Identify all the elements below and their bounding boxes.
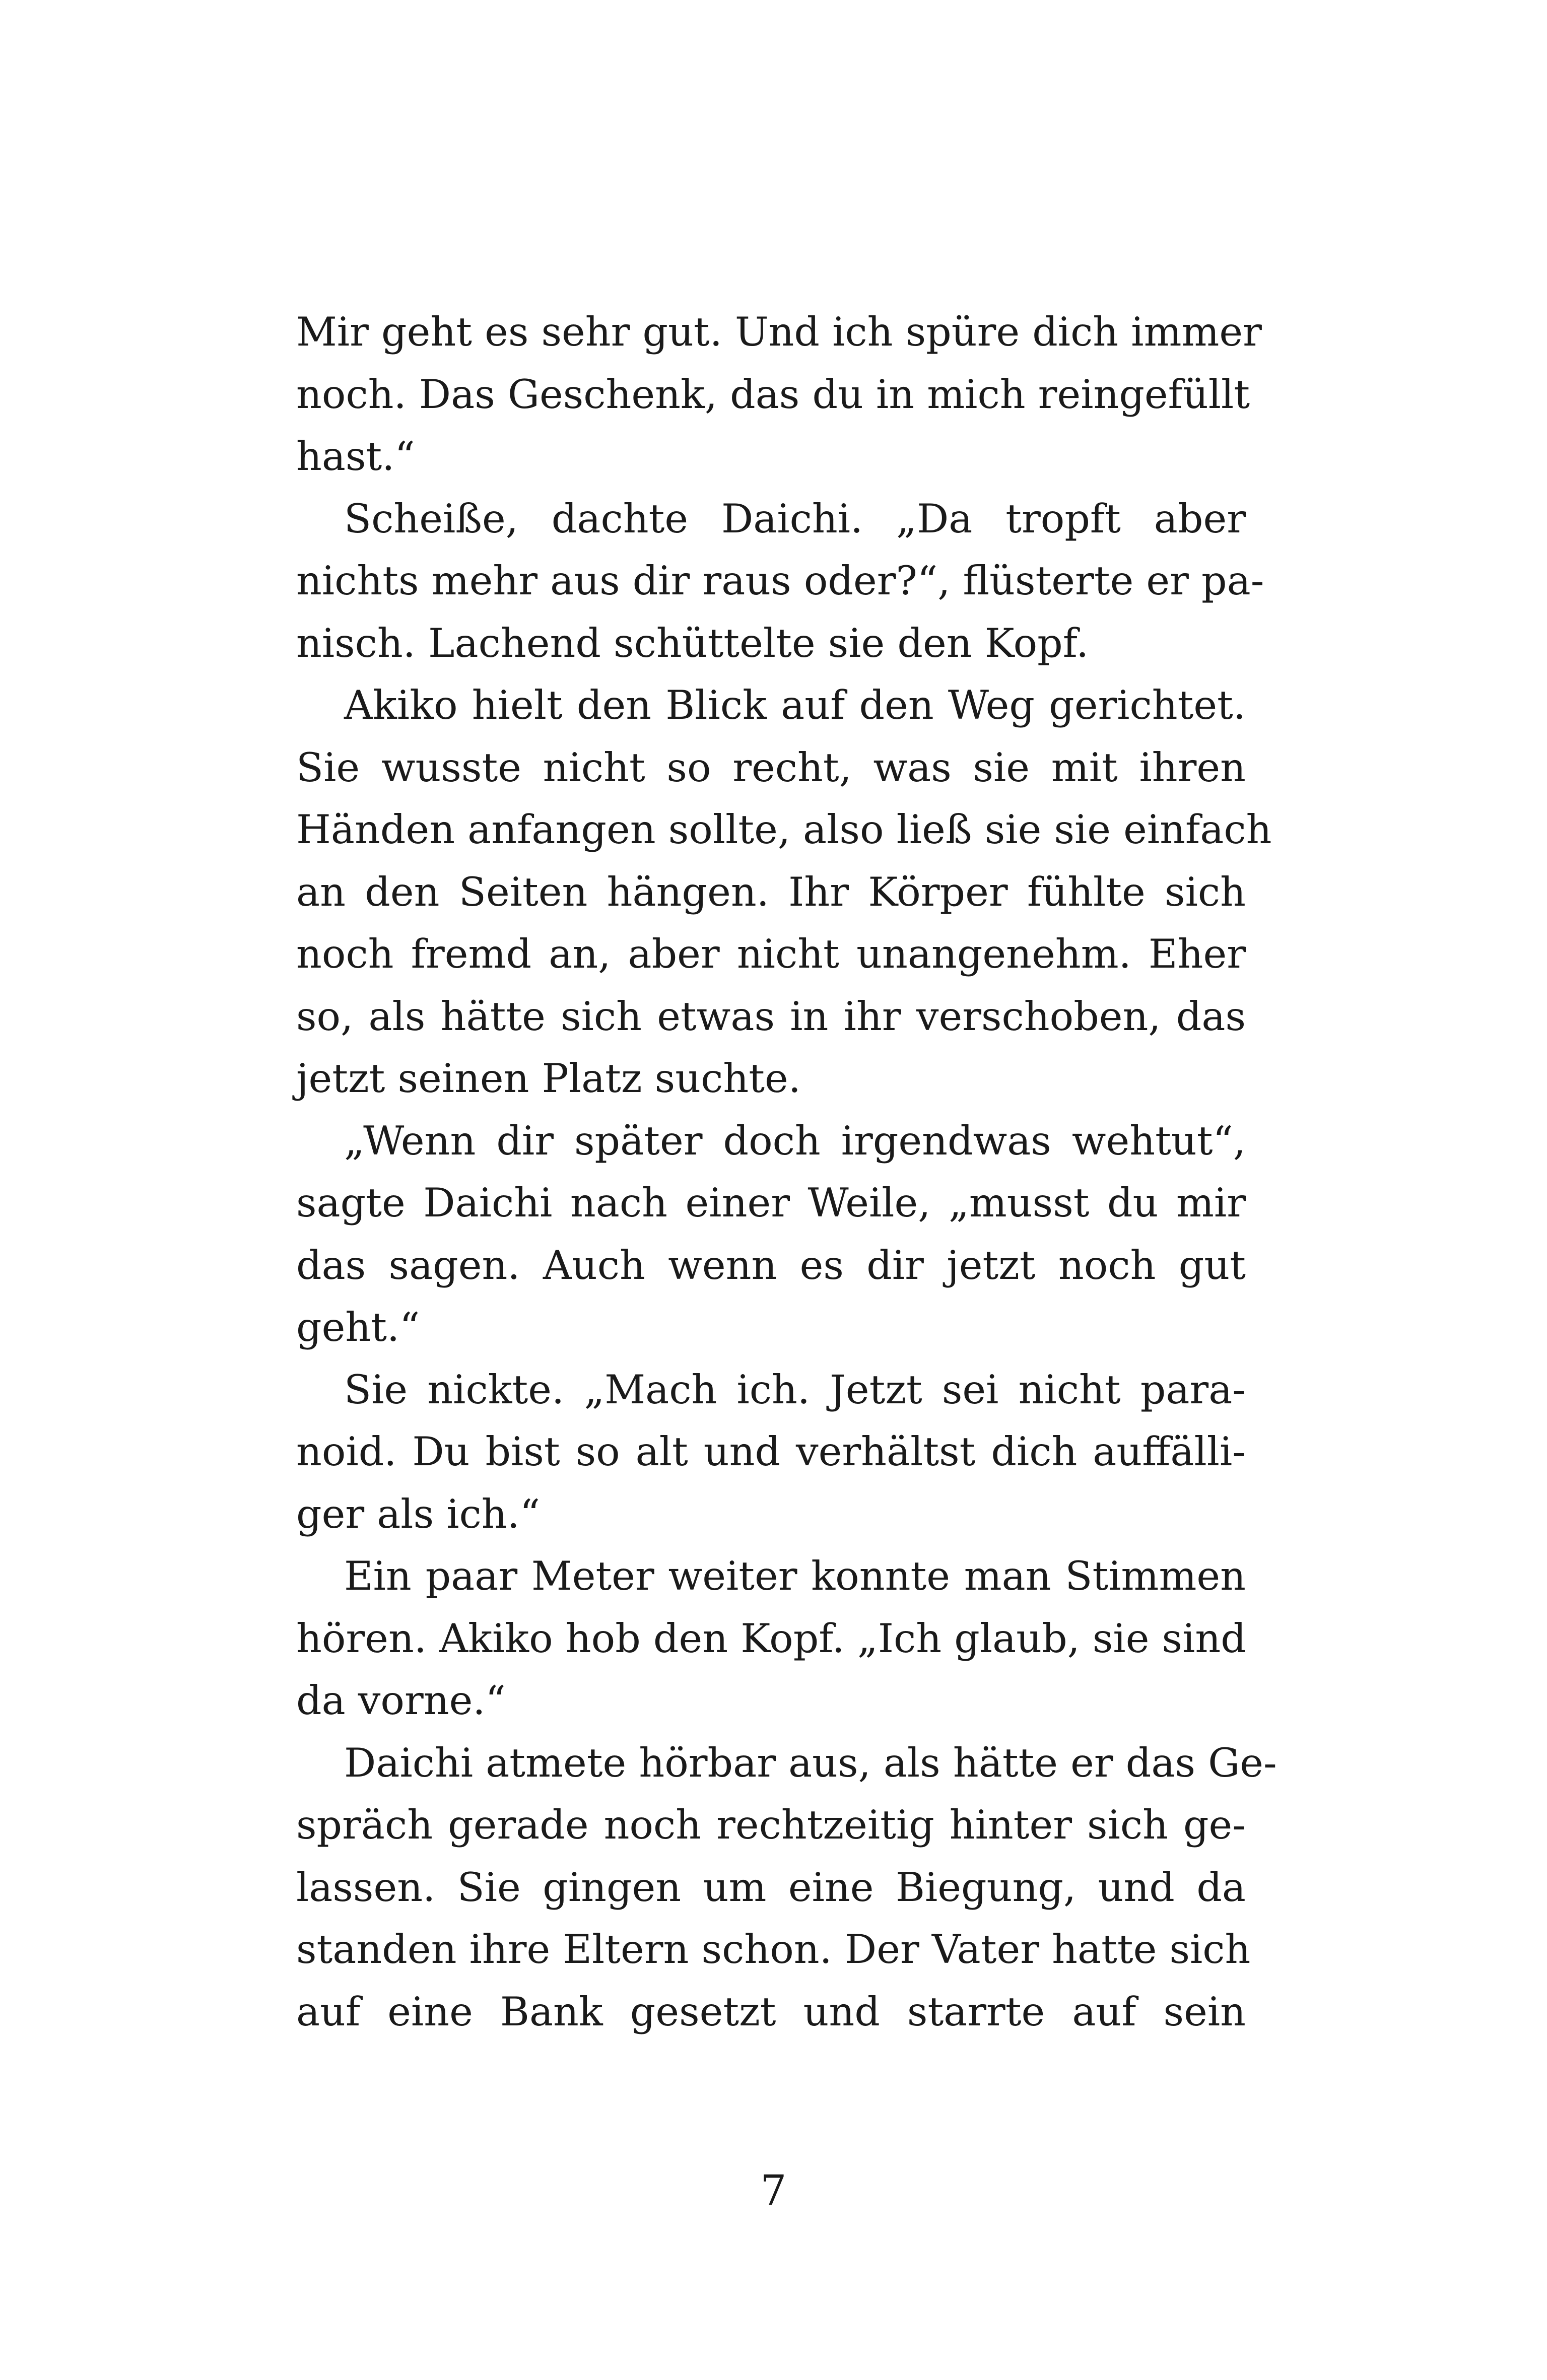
text-line: lassen. Sie gingen um eine Biegung, und da [296, 1864, 1246, 1911]
text-line: hören. Akiko hob den Kopf. „Ich glaub, sie sind [296, 1615, 1246, 1662]
text-line: Akiko hielt den Blick auf den Weg gerichtet. [344, 682, 1246, 728]
text-line: „Wenn dir später doch irgendwas wehtut“, [344, 1117, 1246, 1164]
body-text [296, 301, 1277, 2043]
text-line: ger als ich.“ [296, 1490, 541, 1537]
text-line: sagte Daichi nach einer Weile, „musst du mir [296, 1180, 1246, 1226]
text-line: noch. Das Geschenk, das du in mich reingefüllt [296, 371, 1250, 418]
text-line: noid. Du bist so alt und verhältst dich auffälli- [296, 1429, 1246, 1475]
text-line: nichts mehr aus dir raus oder?“, flüsterte er pa- [296, 558, 1264, 604]
text-line: spräch gerade noch rechtzeitig hinter sich ge- [296, 1802, 1246, 1848]
text-line: nisch. Lachend schüttelte sie den Kopf. [296, 620, 1089, 666]
text-line: noch fremd an, aber nicht unangenehm. Eher [296, 931, 1246, 977]
text-line: an den Seiten hängen. Ihr Körper fühlte sich [296, 868, 1246, 915]
text-line: geht.“ [296, 1304, 420, 1350]
text-line: Ein paar Meter weiter konnte man Stimmen [344, 1553, 1246, 1599]
text-line: hast.“ [296, 433, 415, 480]
text-line: jetzt seinen Platz suchte. [296, 1055, 801, 1102]
text-line: Händen anfangen sollte, also ließ sie sie einfach [296, 806, 1272, 853]
text-line: auf eine Bank gesetzt und starrte auf sein [296, 1988, 1246, 2035]
text-line: Sie nickte. „Mach ich. Jetzt sei nicht para- [344, 1366, 1246, 1413]
text-line: so, als hätte sich etwas in ihr verschoben, das [296, 993, 1246, 1040]
text-line: standen ihre Eltern schon. Der Vater hatte sich [296, 1926, 1251, 1973]
text-line: Mir geht es sehr gut. Und ich spüre dich immer [296, 309, 1262, 355]
text-line: Daichi atmete hörbar aus, als hätte er das Ge- [344, 1739, 1277, 1786]
text-line: da vorne.“ [296, 1677, 506, 1724]
page-number: 7 [760, 2167, 787, 2215]
text-line: das sagen. Auch wenn es dir jetzt noch gut [296, 1242, 1246, 1288]
text-line: Scheiße, dachte Daichi. „Da tropft aber [344, 495, 1246, 542]
text-line: Sie wusste nicht so recht, was sie mit ihren [296, 744, 1246, 791]
